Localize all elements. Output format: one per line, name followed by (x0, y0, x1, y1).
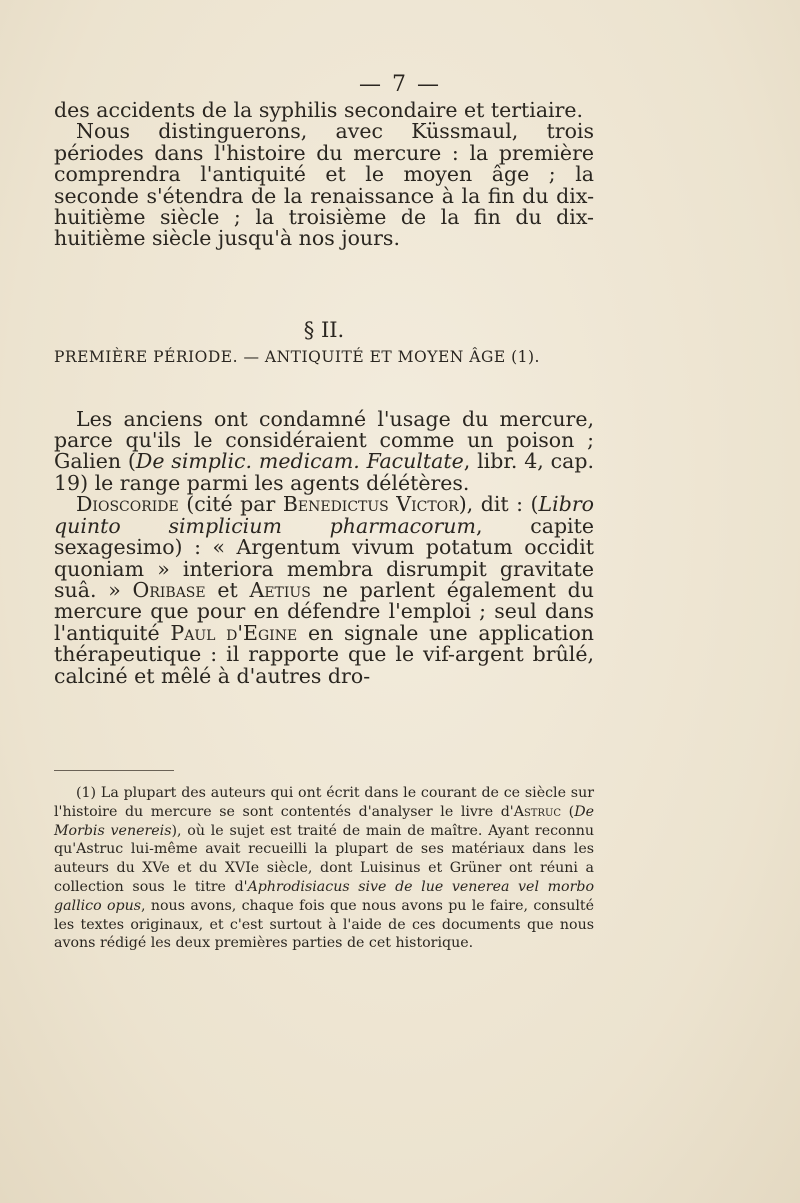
author-dioscoride: Dioscoride (76, 492, 179, 517)
line-1: des accidents de la syphilis secondaire et tertiaire. (54, 98, 584, 122)
fn-text-d: , nous avons, chaque fois que nous avons pu le faire, consulté les textes originaux, et c'est surtout à l'aide de ces documents que nous avons rédigé les deux premières parties de cet historique. (54, 897, 594, 952)
p4-text-e: ne parlent également du mercure que pour en défendre l'emploi ; seul dans l'antiquité (54, 577, 594, 645)
p4-citation: Libro quinto simplicium pharmacorum (54, 492, 594, 538)
author-benedictus: Benedictus Victor (282, 492, 459, 517)
p4-text-d: et (205, 577, 250, 602)
author-astruc: Astruc (513, 803, 562, 820)
author-paul: Paul d'Egine (170, 620, 298, 645)
fn-text-c: ), où le sujet est traité de main de maître. Ayant reconnu qu'Astruc lui-même avait recueilli la plupart de ses matériaux dans les auteurs du XVe et du XVIe siècle, dont Luisinus et Grüner ont réuni a collection sous le titre d' (54, 822, 595, 895)
author-oribase: Oribase (132, 577, 206, 602)
p3-text-a: Les anciens ont condamné l'usage du mercure, parce qu'ils le considéraient comme un poison ; Galien ( (54, 406, 594, 474)
paragraph-dioscoride (54, 494, 594, 687)
p4-text-f: en signale une application thérapeutique : il rapporte que le vif-argent brûlé, calciné et mêlé à d'autres dro- (54, 620, 594, 688)
p4-text-c: , capite sexagesimo) : « Argentum vivum potatum occidit quoniam » interiora membra disrumpit gravitate suâ. » (54, 513, 594, 602)
p3-text-b: , libr. 4, cap. 19) le range parmi les agents délétères. (54, 449, 594, 495)
paragraph-anciens (54, 406, 594, 495)
footnote-rule (54, 770, 174, 771)
fn-text-b: ( (561, 803, 575, 820)
section-number: § II. (303, 317, 345, 342)
main-text (54, 100, 594, 687)
page-number: — 7 — (359, 72, 441, 97)
section-heading: PREMIÈRE PÉRIODE. — ANTIQUITÉ ET MOYEN ÂGE (1). (54, 348, 540, 367)
fn-citation-1: De Morbis venereis (54, 803, 594, 839)
p4-text-b: ), dit : ( (458, 492, 539, 517)
footnote-paragraph (54, 784, 594, 953)
p3-citation: De simplic. medicam. Facultate (135, 449, 464, 474)
fn-text-a: (1) La plupart des auteurs qui ont écrit dans le courant de ce siècle sur l'histoire du mercure se sont contentés d'analyser le livre d' (54, 785, 594, 820)
paragraph-periods: Nous distinguerons, avec Küssmaul, trois périodes dans l'histoire du mercure : la première comprendra l'antiquité et le moyen âge ; la seconde s'étendra de la renaissance à la fin du dix-huitième siècle ; la troisième de la fin du dix-huitième siècle jusqu'à nos jours. (54, 119, 594, 251)
footnote (54, 784, 594, 953)
fn-citation-2: Aphrodisiacus sive de lue venerea vel morbo gallico opus (54, 878, 594, 914)
p4-text-a: (cité par (178, 492, 283, 517)
author-aetius: Aetius (249, 577, 311, 602)
